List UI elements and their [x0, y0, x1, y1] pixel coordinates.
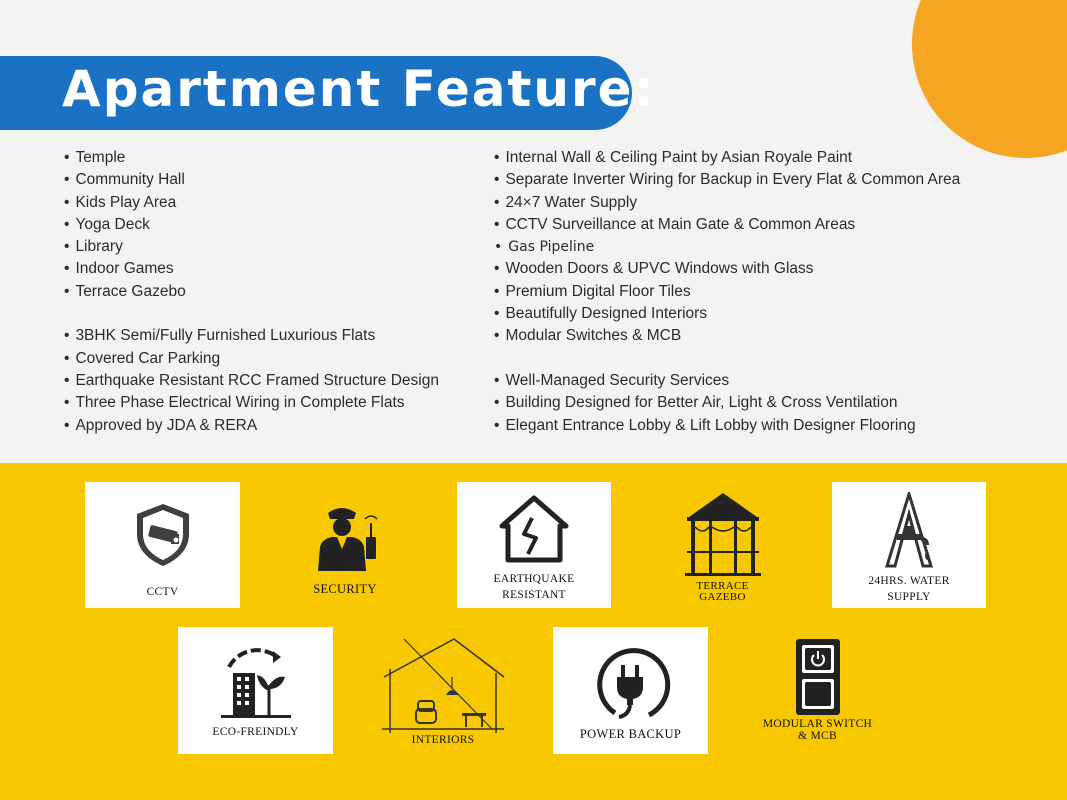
security-guard-icon — [310, 503, 380, 571]
amenity-water — [832, 482, 986, 608]
title-banner — [0, 56, 656, 130]
list-item: • Building Designed for Better Air, Light & Cross Ventilation — [494, 392, 960, 414]
list-item: • Kids Play Area — [64, 192, 439, 214]
list-item: • Gas Pipeline — [494, 236, 960, 258]
list-item: • 3BHK Semi/Fully Furnished Luxurious Flats — [64, 325, 439, 347]
list-item: • Modular Switches & MCB — [494, 325, 960, 347]
list-item: • Approved by JDA & RERA — [64, 415, 439, 437]
list-item: • Yoga Deck — [64, 214, 439, 236]
interiors-icon — [380, 637, 506, 733]
amenity-security — [290, 493, 400, 603]
list-item: • Wooden Doors & UPVC Windows with Glass — [494, 258, 960, 280]
amenity-label: GAZEBO — [699, 591, 746, 603]
list-gap — [64, 303, 439, 325]
cctv-icon — [133, 502, 193, 568]
amenity-label: TERRACE — [696, 580, 749, 592]
water-tap-icon — [879, 492, 939, 570]
amenity-label: EARTHQUAKE — [493, 573, 575, 585]
amenity-cctv — [85, 482, 240, 608]
amenity-earthquake — [457, 482, 611, 608]
page-title: Apartment Feature: — [62, 60, 656, 118]
amenity-label: SECURITY — [313, 582, 377, 596]
orange-circle — [912, 0, 1067, 158]
amenity-label: 24HRS. WATER — [868, 575, 950, 587]
list-item: • Community Hall — [64, 169, 439, 191]
amenity-label: ECO-FREINDLY — [212, 726, 299, 738]
list-item: • Library — [64, 236, 439, 258]
list-item: • Well-Managed Security Services — [494, 370, 960, 392]
list-item: • Beautifully Designed Interiors — [494, 303, 960, 325]
amenity-label: RESISTANT — [502, 589, 566, 601]
amenity-eco — [178, 627, 333, 754]
list-item: • Terrace Gazebo — [64, 281, 439, 303]
list-item: • Elegant Entrance Lobby & Lift Lobby with Designer Flooring — [494, 415, 960, 437]
switch-icon — [794, 637, 842, 717]
list-item: • Internal Wall & Ceiling Paint by Asian Royale Paint — [494, 147, 960, 169]
list-item: • CCTV Surveillance at Main Gate & Common Areas — [494, 214, 960, 236]
amenity-label: POWER BACKUP — [579, 727, 682, 741]
amenity-gazebo — [670, 489, 775, 607]
amenity-label: SUPPLY — [887, 591, 931, 603]
list-item: • Three Phase Electrical Wiring in Complete Flats — [64, 392, 439, 414]
amenity-label: CCTV — [146, 586, 179, 598]
list-item: • 24×7 Water Supply — [494, 192, 960, 214]
list-item: • Earthquake Resistant RCC Framed Structure Design — [64, 370, 439, 392]
amenity-label: MODULAR SWITCH — [762, 718, 873, 730]
list-gap — [494, 348, 960, 370]
list-item: • Separate Inverter Wiring for Backup in Every Flat & Common Area — [494, 169, 960, 191]
eco-building-icon — [215, 645, 297, 721]
list-item: • Covered Car Parking — [64, 348, 439, 370]
amenity-power — [553, 627, 708, 754]
features-list-right — [494, 147, 960, 437]
gazebo-icon — [683, 491, 763, 577]
amenity-label: INTERIORS — [411, 734, 475, 746]
list-item: • Premium Digital Floor Tiles — [494, 281, 960, 303]
amenity-label: & MCB — [798, 730, 837, 742]
earthquake-house-icon — [498, 494, 570, 564]
power-plug-icon — [591, 647, 671, 723]
list-item: • Temple — [64, 147, 439, 169]
amenity-switch — [755, 635, 880, 751]
list-item: • Indoor Games — [64, 258, 439, 280]
amenity-interiors — [378, 635, 508, 751]
amenities-band — [0, 463, 1067, 800]
features-list-left — [64, 147, 439, 437]
